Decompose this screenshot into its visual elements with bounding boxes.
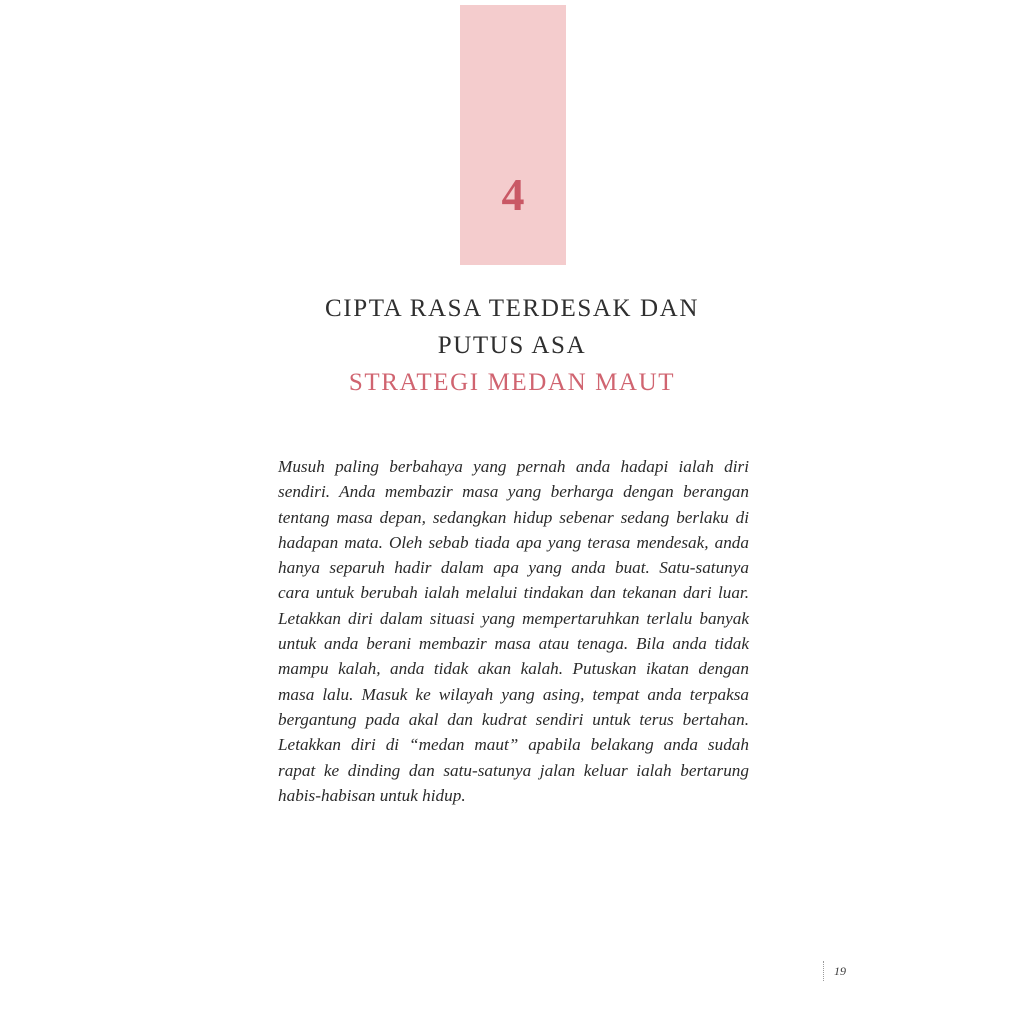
chapter-title-line-1: CIPTA RASA TERDESAK DAN (325, 295, 699, 322)
paragraph-line: hadapan mata. Oleh sebab tiada apa yang terasa mendesak, anda (278, 532, 749, 552)
paragraph-line: rapat ke dinding dan satu-satunya jalan keluar ialah bertarung (278, 760, 749, 780)
paragraph-line: bergantung pada akal dan kudrat sendiri untuk terus bertahan. (278, 709, 749, 729)
chapter-number-block (460, 5, 566, 265)
paragraph-line: tentang masa depan, sedangkan hidup sebenar sedang berlaku di (278, 507, 749, 527)
paragraph-line: habis-habisan untuk hidup. (278, 785, 466, 805)
paragraph-line: masa lalu. Masuk ke wilayah yang asing, tempat anda terpaksa (278, 684, 749, 704)
paragraph-line: sendiri. Anda membazir masa yang berharga dengan berangan (278, 482, 749, 502)
paragraph-line: untuk anda berani membazir masa atau tenaga. Bila anda tidak (278, 634, 749, 654)
page-footer (823, 961, 846, 981)
page-number: 19 (834, 964, 846, 978)
chapter-subtitle: STRATEGI MEDAN MAUT (348, 369, 676, 396)
chapter-number: 4 (501, 169, 525, 220)
chapter-summary-paragraph (278, 454, 749, 808)
chapter-title (212, 290, 812, 401)
paragraph-line: hanya separuh hadir dalam apa yang anda buat. Satu-satunya (278, 558, 749, 578)
paragraph-line: Musuh paling berbahaya yang pernah anda hadapi ialah diri (278, 457, 749, 476)
paragraph-line: mampu kalah, anda tidak akan kalah. Putuskan ikatan dengan (278, 659, 749, 679)
paragraph-line: Letakkan diri dalam situasi yang mempertaruhkan terlalu banyak (278, 608, 749, 628)
paragraph-line: cara untuk berubah ialah melalui tindakan dan tekanan dari luar. (278, 583, 749, 603)
paragraph-line: Letakkan diri di “medan maut” apabila belakang anda sudah (278, 735, 749, 755)
chapter-title-line-2: PUTUS ASA (437, 332, 587, 359)
